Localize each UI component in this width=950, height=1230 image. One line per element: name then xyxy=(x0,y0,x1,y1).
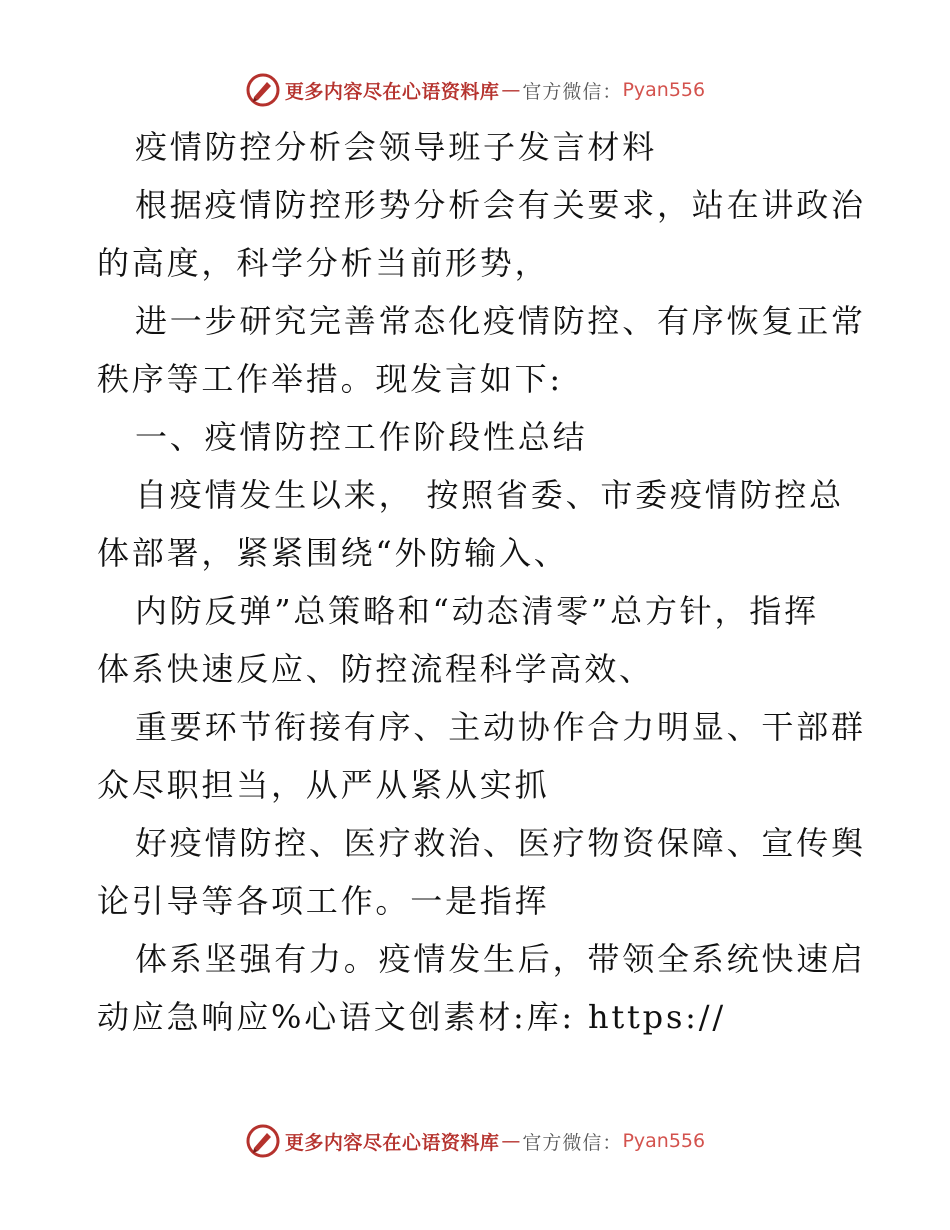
watermark-dash: — xyxy=(501,79,521,101)
text-line: 进一步研究完善常态化疫情防控、有序恢复正常 xyxy=(135,302,866,340)
text-line: 自疫情发生以来， 按照省委、市委疫情防控总 xyxy=(135,476,844,514)
pen-circle-logo-icon xyxy=(245,1123,281,1159)
watermark-label: 官方微信： xyxy=(522,1131,623,1154)
text-line: 体系快速反应、防控流程科学高效、 xyxy=(97,650,654,688)
watermark-wechat-id: Pyan556 xyxy=(622,79,706,101)
watermark-brand: 更多内容尽在心语资料库 xyxy=(284,1131,500,1154)
document-title: 疫情防控分析会领导班子发言材料 xyxy=(135,128,658,166)
text-line: 好疫情防控、医疗救治、医疗物资保障、宣传舆 xyxy=(135,824,866,862)
text-line: 论引导等各项工作。一是指挥 xyxy=(97,882,550,920)
text-line: 动应急响应%心语文创素材:库: https:// xyxy=(97,998,726,1036)
text-line: 体部署，紧紧围绕“外防输入、 xyxy=(97,534,569,572)
watermark-brand: 更多内容尽在心语资料库 xyxy=(284,80,500,103)
watermark-dash: — xyxy=(501,1130,521,1152)
footer-watermark xyxy=(0,1121,950,1161)
text-line: 秩序等工作举措。现发言如下: xyxy=(97,360,563,398)
watermark-label: 官方微信： xyxy=(522,80,623,103)
text-line: 体系坚强有力。疫情发生后，带领全系统快速启 xyxy=(135,940,866,978)
pen-circle-logo-icon xyxy=(245,72,281,108)
text-line: 重要环节衔接有序、主动协作合力明显、干部群 xyxy=(135,708,866,746)
text-line: 内防反弹”总策略和“动态清零”总方针，指挥 xyxy=(135,592,819,630)
text-line: 众尽职担当，从严从紧从实抓 xyxy=(97,766,550,804)
header-watermark xyxy=(0,70,950,110)
watermark-wechat-id: Pyan556 xyxy=(622,1130,706,1152)
text-line: 根据疫情防控形势分析会有关要求，站在讲政治 xyxy=(135,186,866,224)
section-heading: 一、疫情防控工作阶段性总结 xyxy=(135,418,588,456)
text-line: 的高度，科学分析当前形势， xyxy=(97,244,550,282)
document-body xyxy=(97,118,866,1046)
